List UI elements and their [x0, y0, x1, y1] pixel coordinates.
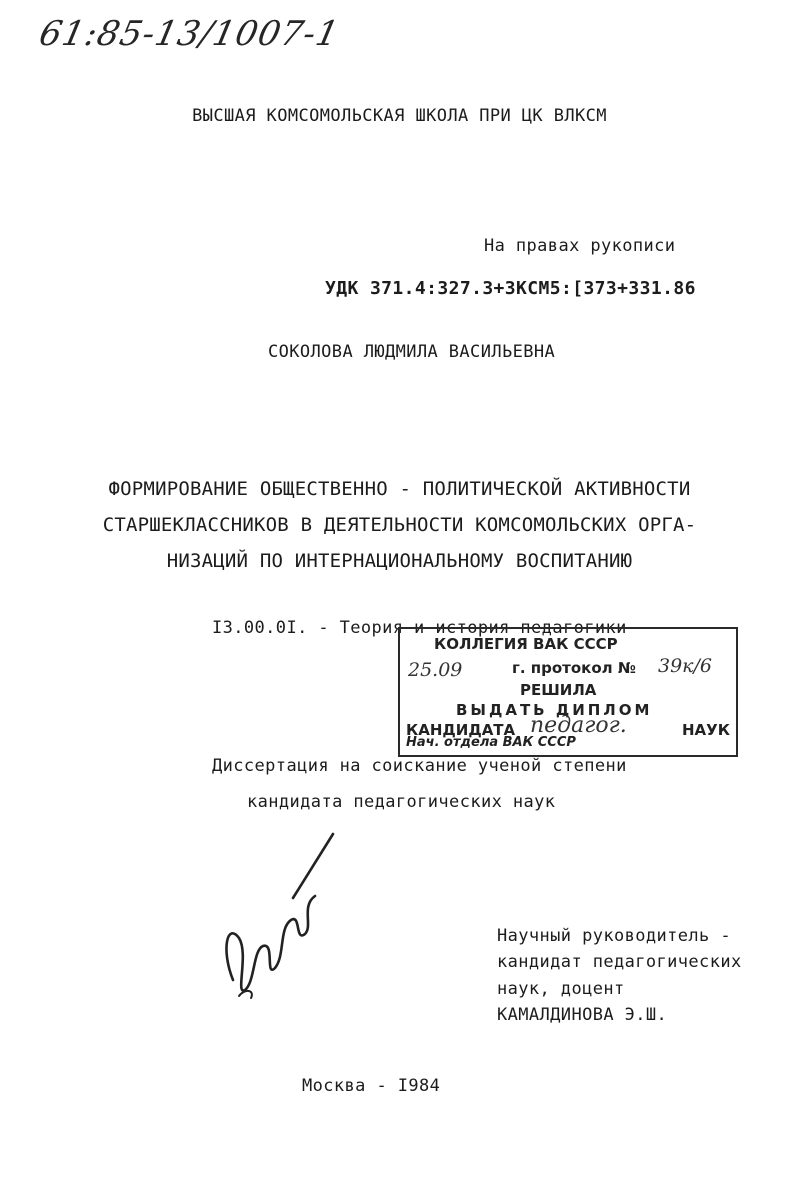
udk-code: УДК 371.4:327.3+3КСМ5:[373+331.86: [325, 278, 696, 299]
stamp-line-6: Нач. отдела ВАК СССР: [406, 735, 576, 750]
institution-name: ВЫСШАЯ КОМСОМОЛЬСКАЯ ШКОЛА ПРИ ЦК ВЛКСМ: [192, 106, 607, 126]
stamp-field-handwritten: педагог.: [530, 713, 627, 738]
degree-line-1: Диссертация на соискание ученой степени: [212, 756, 627, 776]
stamp-protocol: г. протокол №: [512, 659, 636, 677]
stamp-date-handwritten: 25.09: [408, 659, 463, 681]
author-signature: [215, 830, 345, 1005]
stamp-line-3: РЕШИЛА: [520, 681, 597, 699]
city-year: Москва - I984: [302, 1076, 441, 1096]
dissertation-title-line-2: СТАРШЕКЛАССНИКОВ В ДЕЯТЕЛЬНОСТИ КОМСОМОЛЬСКИХ ОРГА-: [102, 514, 697, 536]
dissertation-title-line-1: ФОРМИРОВАНИЕ ОБЩЕСТВЕННО - ПОЛИТИЧЕСКОЙ АКТИВНОСТИ: [108, 478, 691, 500]
author-name: СОКОЛОВА ЛЮДМИЛА ВАСИЛЬЕВНА: [268, 342, 556, 362]
supervisor-line-1: Научный руководитель -: [497, 926, 731, 946]
stamp-protocol-number-handwritten: 39к/6: [658, 655, 713, 677]
supervisor-name: КАМАЛДИНОВА Э.Ш.: [497, 1005, 668, 1025]
supervisor-line-3: наук, доцент: [497, 979, 625, 999]
supervisor-line-2: кандидат педагогических: [497, 952, 742, 972]
stamp-line-4: ВЫДАТЬ ДИПЛОМ: [456, 701, 653, 719]
specialty-code: I3.00.0I. - Теория и история педагогики: [212, 618, 627, 638]
archive-number-handwritten: 61:85-13/1007-1: [35, 14, 344, 54]
stamp-line-1: КОЛЛЕГИЯ ВАК СССР: [434, 635, 618, 653]
degree-line-2: кандидата педагогических наук: [247, 792, 556, 812]
vak-approval-stamp: [398, 627, 738, 757]
dissertation-title-line-3: НИЗАЦИЙ ПО ИНТЕРНАЦИОНАЛЬНОМУ ВОСПИТАНИЮ: [166, 550, 633, 572]
stamp-line-5: КАНДИДАТА: [406, 721, 516, 739]
manuscript-rights-note: На правах рукописи: [484, 236, 676, 256]
stamp-line-5-end: НАУК: [682, 721, 730, 739]
